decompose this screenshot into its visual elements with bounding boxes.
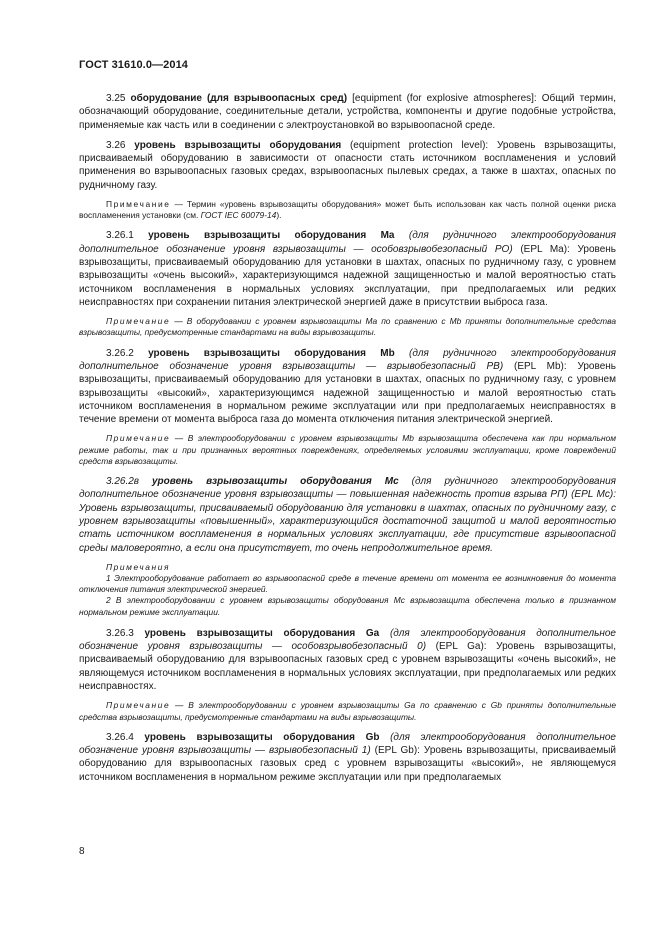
note-3-26-1 <box>79 316 616 338</box>
note-text: — В электрооборудовании с уровнем взрывозащиты Mb взрывозащита обеспечена как при нормальном режиме работы, так и при признанных вероятных повреждениях, определяемых условиями эксплуатации, кроме повреждений средств взрывозащиты. <box>79 433 616 466</box>
clause-italic: (для электрооборудования дополнительное обозначение уровня взрывозащиты — особовзрывобезопасный 0) <box>79 627 616 653</box>
clause-text: (EPL Mb): Уровень взрывозащиты, присваиваемый оборудованию для установки в шахтах, опасных по рудничному газу, с уровнем взрывозащиты «высокий», характеризующимся надежной защищенностью и малой вероятностью стать источником воспламенения в нормальном режиме эксплуатации или при предполагаемых неисправностях в течение времени от момента выброса газа до момента отключения питания электрической энергией. <box>79 360 616 426</box>
note-item-1: 1 Электрооборудование работает во взрывоопасной среде в течение времени от момента ее возникновения до момента отключения питания электрической энергией. <box>79 573 616 595</box>
clause-3-26-3 <box>79 627 616 693</box>
clause-text: [equipment (for explosive atmospheres]: Общий термин, обозначающий оборудование, соединительные детали, устройства, компоненты и другие подобные устройства, применяемые как часть или в соединении с электроустановкой во взрывоопасной среде. <box>79 93 616 131</box>
clause-term: уровень взрывозащиты оборудования Ga <box>144 627 380 639</box>
clause-3-26 <box>79 139 616 192</box>
clause-italic: (для рудничного электрооборудования дополнительное обозначение уровня взрывозащиты — взрывобезопасный PB) <box>79 347 616 372</box>
note-label: Примечание <box>106 700 171 711</box>
clause-italic: (для рудничного электрооборудования дополнительное обозначение уровня взрывозащиты — повышенная надежность против взрыва РП) (EPL Mc): Уровень взрывозащиты, присваиваемый оборудованию для установки в шахтах, опасных по рудничному газу, с уровнем взрывозащиты «повышенный», характеризующийся достаточной защитой и малой вероятностью стать источником воспламенения в нормальных условиях эксплуатации, где присутствие взрывоопасной среды маловероятно, а если она присутствует, то очень непродолжительное время. <box>79 476 616 554</box>
note-label: Примечание <box>106 433 171 444</box>
notes-heading: Примечания <box>106 561 171 572</box>
clause-text: (EPL Ma): Уровень взрывозащиты, присваиваемый оборудованию для установки в шахтах, опасных по рудничному газу, с уровнем взрывозащиты «очень высокий», характеризующимся надежной защищенностью и малой вероятностью стать источником воспламенения в нормальных условиях эксплуатации, при предполагаемых или редких неисправностях при сохранении питания электрической энергией даже в присутствии выброса газа. <box>79 243 617 308</box>
clause-text: (equipment protection level): Уровень взрывозащиты, присваиваемый оборудованию в зависимости от опасности стать источником воспламенения и условий применения во взрывоопасных газовых средах, взрывоопасных пылевых средах, а также в шахтах, опасных по рудничному газу. <box>79 139 616 191</box>
note-label: Примечание <box>106 199 171 210</box>
clause-number: 3.26.2 <box>106 347 149 359</box>
clause-number: 3.26 <box>106 139 135 151</box>
note-item-2: 2 В электрооборудовании с уровнем взрывозащиты оборудования Mc взрывозащита обеспечена только в признанном нормальном режиме эксплуатации. <box>79 595 616 617</box>
clause-number: 3.26.4 <box>106 731 145 743</box>
clause-term: уровень взрывозащиты оборудования <box>134 139 342 151</box>
clause-term: уровень взрывозащиты оборудования Ma <box>148 230 395 242</box>
clause-number: 3.25 <box>106 93 131 104</box>
clause-number: 3.26.2в <box>106 476 152 488</box>
clause-term: уровень взрывозащиты оборудования Gb <box>144 731 380 743</box>
clause-3-26-2v <box>79 475 616 555</box>
document-header: ГОСТ 31610.0—2014 <box>79 59 189 71</box>
page-number: 8 <box>79 846 85 857</box>
clause-term: оборудование (для взрывоопасных сред) <box>130 93 348 104</box>
note-text: — В электрооборудовании с уровнем взрывозащиты Ga по сравнению с Gb приняты дополнительные средства взрывозащиты, предусмотренные стандартами на виды взрывозащиты. <box>79 700 616 722</box>
clause-italic: (для электрооборудования дополнительное обозначение уровня взрывозащиты — взрывобезопасный 1) <box>79 731 616 757</box>
note-text: — В оборудовании с уровнем взрывозащиты Ma по сравнению с Mb приняты дополнительные средства взрывозащиты, предусмотренные стандартами на виды взрывозащиты. <box>79 316 616 338</box>
note-tail: ). <box>276 210 282 221</box>
clause-3-26-4 <box>79 731 616 784</box>
note-3-26-2 <box>79 433 616 467</box>
note-text: — Термин «уровень взрывозащиты оборудования» может быть использован как часть полной оценки риска воспламенения установки (см. <box>79 199 616 221</box>
note-label: Примечание <box>106 316 171 327</box>
clause-text: (EPL Gb): Уровень взрывозащиты, присваиваемый оборудованию для взрывоопасных газовых сред с уровнем взрывозащиты «высокий», не являющемуся источником воспламенения в нормальном режиме эксплуатации или при предполагаемых <box>79 745 616 783</box>
clause-3-26-1 <box>79 229 616 309</box>
clause-3-26-2 <box>79 347 616 427</box>
note-3-26-3 <box>79 700 616 722</box>
clause-number: 3.26.1 <box>106 230 149 242</box>
note-reference: ГОСТ IEC 60079-14 <box>200 210 277 221</box>
clause-term: уровень взрывозащиты оборудования Mb <box>148 347 395 359</box>
clause-3-25 <box>79 92 616 132</box>
document-body <box>79 92 616 791</box>
clause-term: уровень взрывозащиты оборудования Mc <box>152 476 399 488</box>
clause-number: 3.26.3 <box>106 627 145 639</box>
note-3-26 <box>79 199 616 221</box>
clause-text: (EPL Ga): Уровень взрывозащиты, присваиваемый оборудованию для взрывоопасных газовых сред с уровнем взрывозащиты «очень высокий», не являющемуся источником воспламенения в нормальных условиях эксплуатации, при предполагаемых или редких неисправностях. <box>79 641 616 693</box>
clause-italic: (для рудничного электрооборудования дополнительное обозначение уровня взрывозащиты — особовзрывобезопасный PO) <box>79 230 616 255</box>
